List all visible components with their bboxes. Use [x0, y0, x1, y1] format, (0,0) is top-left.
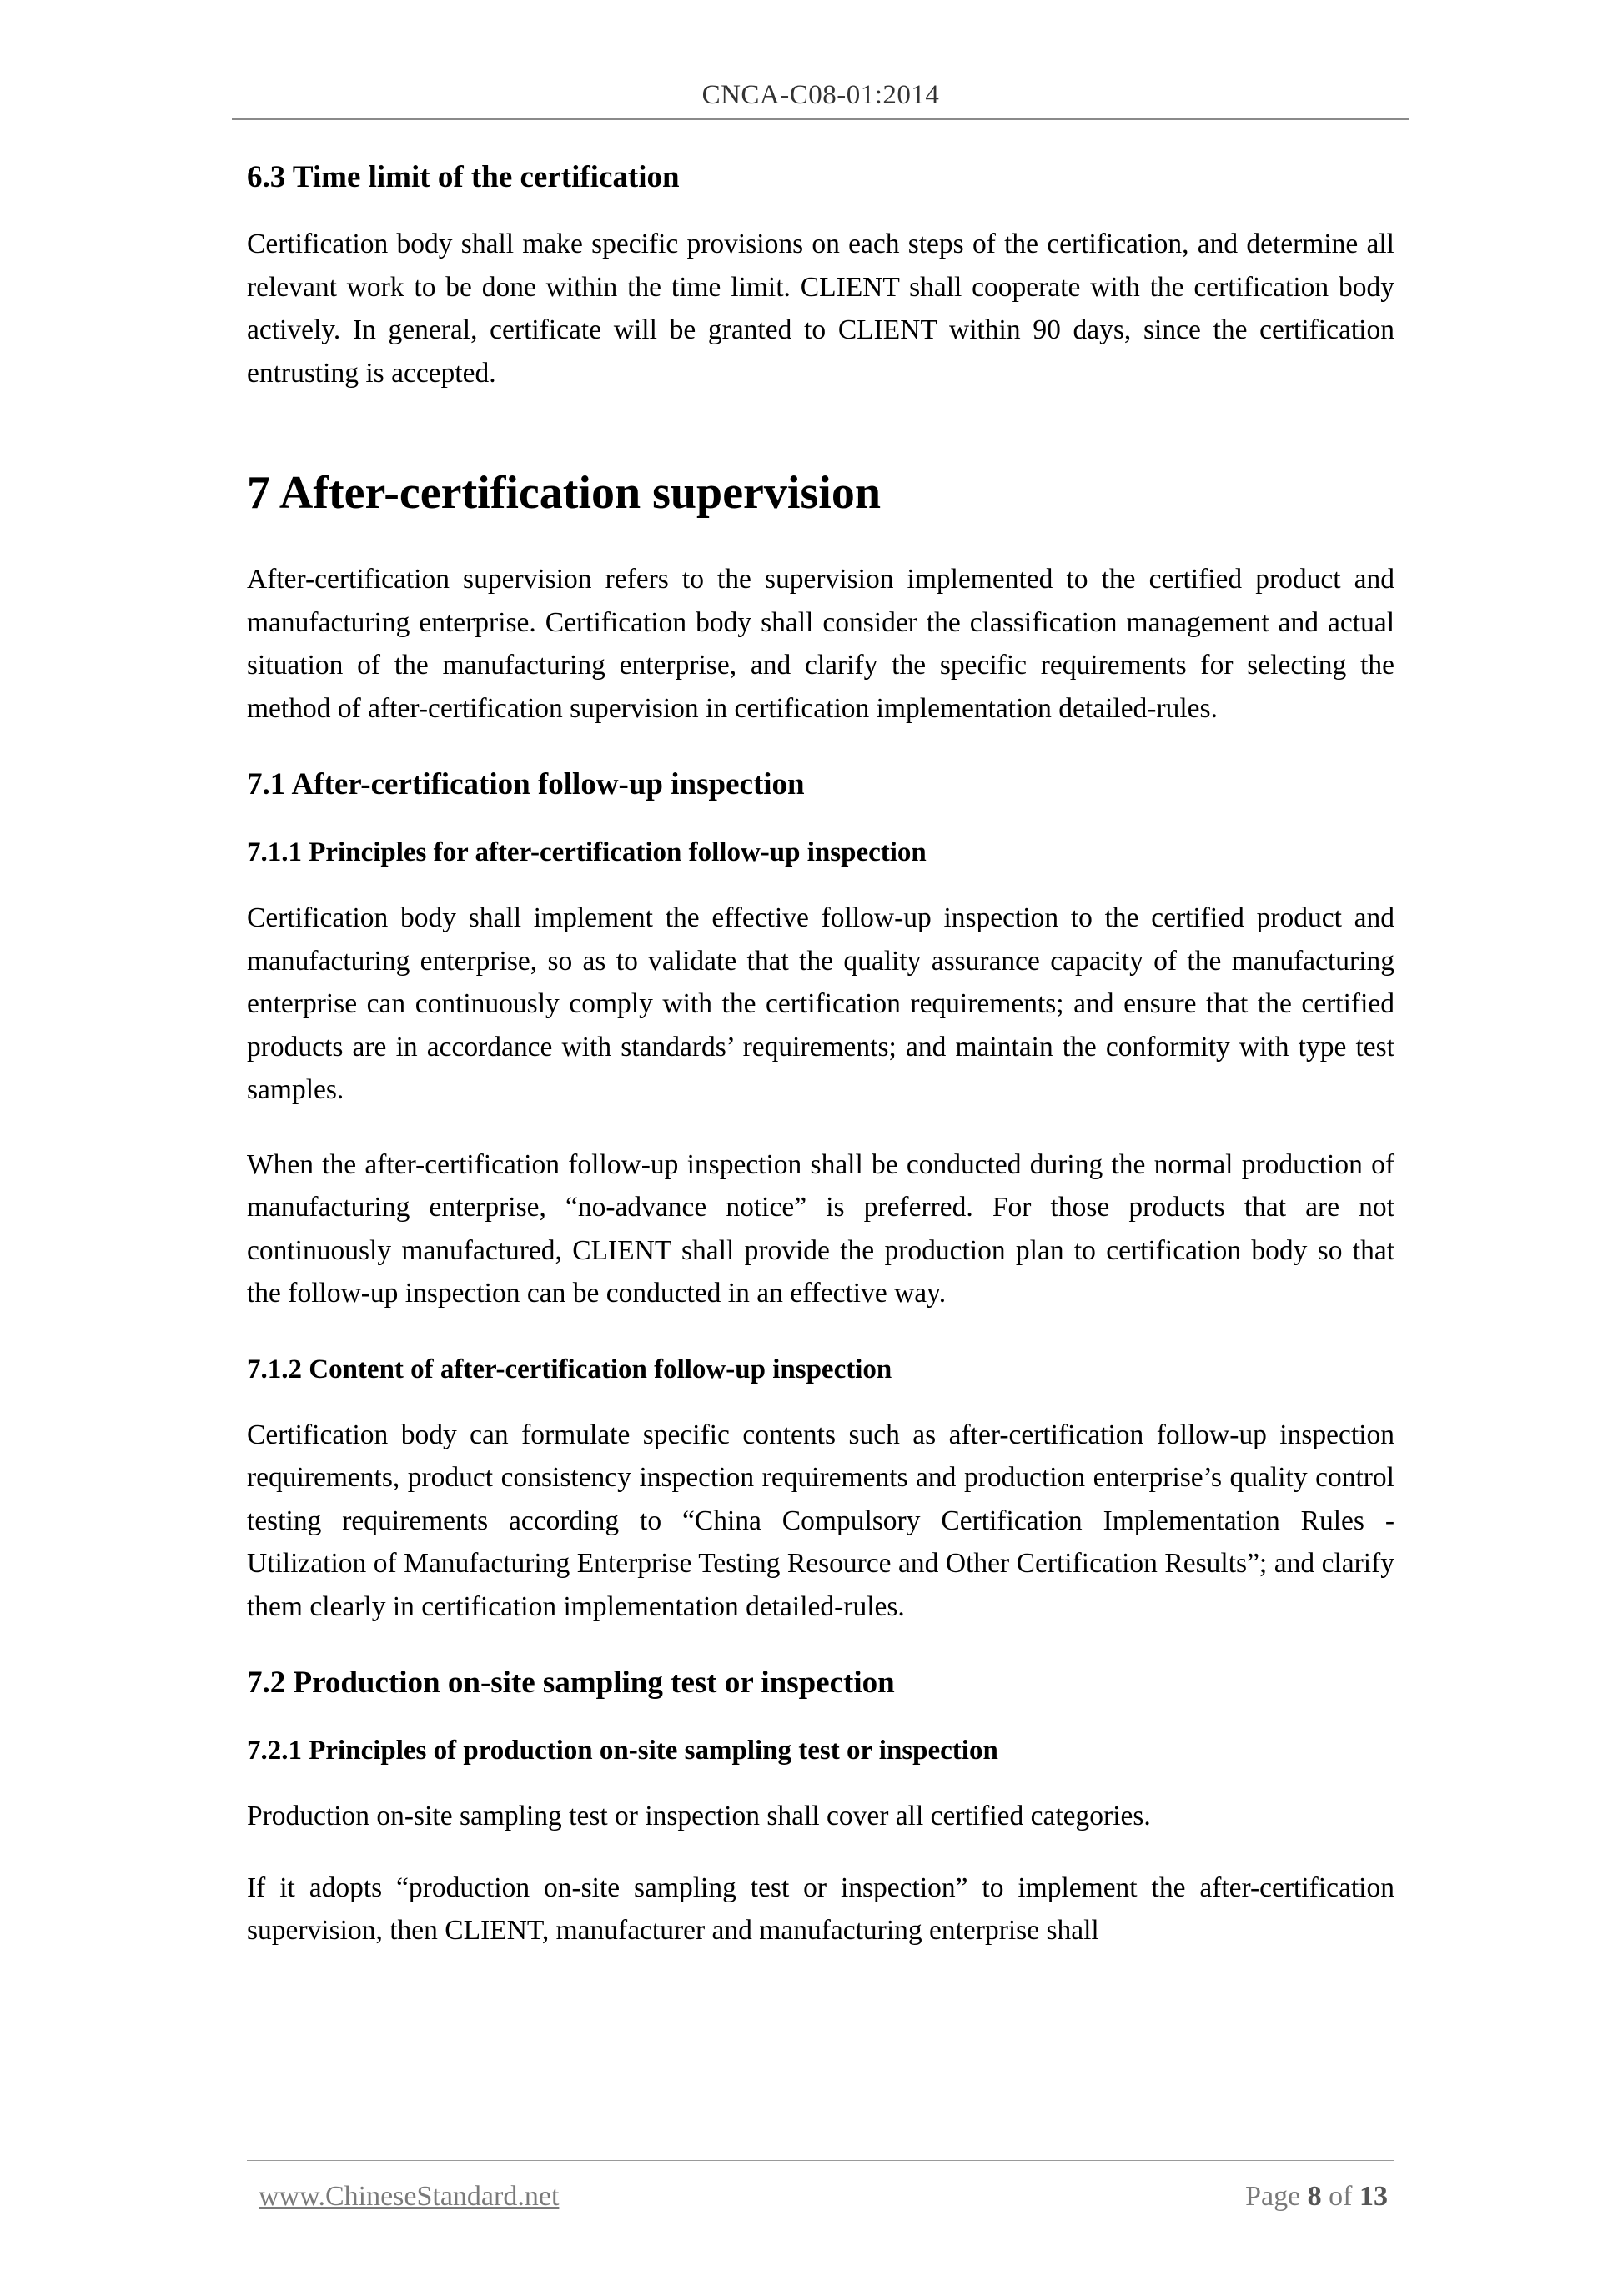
subsection-heading-7-1-2: 7.1.2 Content of after-certification follow-up inspection	[247, 1354, 892, 1384]
paragraph-no-advance-notice: When the after-certification follow-up inspection shall be conducted during the normal production of manufacturing enterprise, “no-advance notice” is preferred. For those products that are not continuously manufactured, CLIENT shall provide the production plan to certification body so that the follow-up inspection can be conducted in an effective way.	[247, 1148, 1394, 1309]
of-label: of	[1329, 2181, 1353, 2212]
page-total: 13	[1359, 2181, 1388, 2212]
page-number	[1245, 2181, 1388, 2213]
subsection-heading-7-1-1: 7.1.1 Principles for after-certification follow-up inspection	[247, 837, 927, 867]
header-divider	[232, 118, 1409, 120]
page-label: Page	[1245, 2181, 1301, 2212]
section-heading-7-1: 7.1 After-certification follow-up inspection	[247, 767, 805, 801]
paragraph-sampling-implementation: If it adopts “production on-site sampling test or inspection” to implement the after-certification supervision, then CLIENT, manufacturer and manufacturing enterprise shall	[247, 1871, 1394, 1946]
paragraph-sampling-coverage: Production on-site sampling test or inspection shall cover all certified categories.	[247, 1801, 1151, 1831]
website-link[interactable]: www.ChineseStandard.net	[259, 2181, 560, 2212]
page-current: 8	[1307, 2181, 1322, 2212]
paragraph-follow-up-content: Certification body can formulate specific contents such as after-certification follow-up inspection requirements, product consistency inspection requirements and production enterprise’s quality control testing requirements according to “China Compulsory Certification Implementation Rules - Utilization of Manufacturing Enterprise Testing Resource and Other Certification Results”; and clarify them clearly in certification implementation detailed-rules.	[247, 1419, 1394, 1622]
page-body	[247, 154, 1394, 1984]
subsection-heading-7-2-1: 7.2.1 Principles of production on-site sampling test or inspection	[247, 1736, 998, 1766]
section-heading-7-2: 7.2 Production on-site sampling test or inspection	[247, 1665, 895, 1700]
section-heading-6-3: 6.3 Time limit of the certification	[247, 160, 680, 194]
paragraph-time-limit: Certification body shall make specific provisions on each steps of the certification, and determine all relevant work to be done within the time limit. CLIENT shall cooperate with the certification body actively. In general, certificate will be granted to CLIENT within 90 days, since the certification entrusting is accepted.	[247, 229, 1394, 389]
paragraph-supervision-intro: After-certification supervision refers to the supervision implemented to the certified product and manufacturing enterprise. Certification body shall consider the classification management and actual situation of the manufacturing enterprise, and clarify the specific requirements for selecting the method of after-certification supervision in certification implementation detailed-rules.	[247, 564, 1394, 724]
document-code-header: CNCA-C08-01:2014	[701, 80, 940, 110]
footer-divider	[247, 2160, 1394, 2161]
paragraph-follow-up-principles: Certification body shall implement the effective follow-up inspection to the certified product and manufacturing enterprise, so as to validate that the quality assurance capacity of the manufacturing enterprise can continuously comply with the certification requirements; and ensure that the certified products are in accordance with standards’ requirements; and maintain the conformity with type test samples.	[247, 902, 1394, 1105]
chapter-heading-7: 7 After-certification supervision	[247, 467, 881, 519]
